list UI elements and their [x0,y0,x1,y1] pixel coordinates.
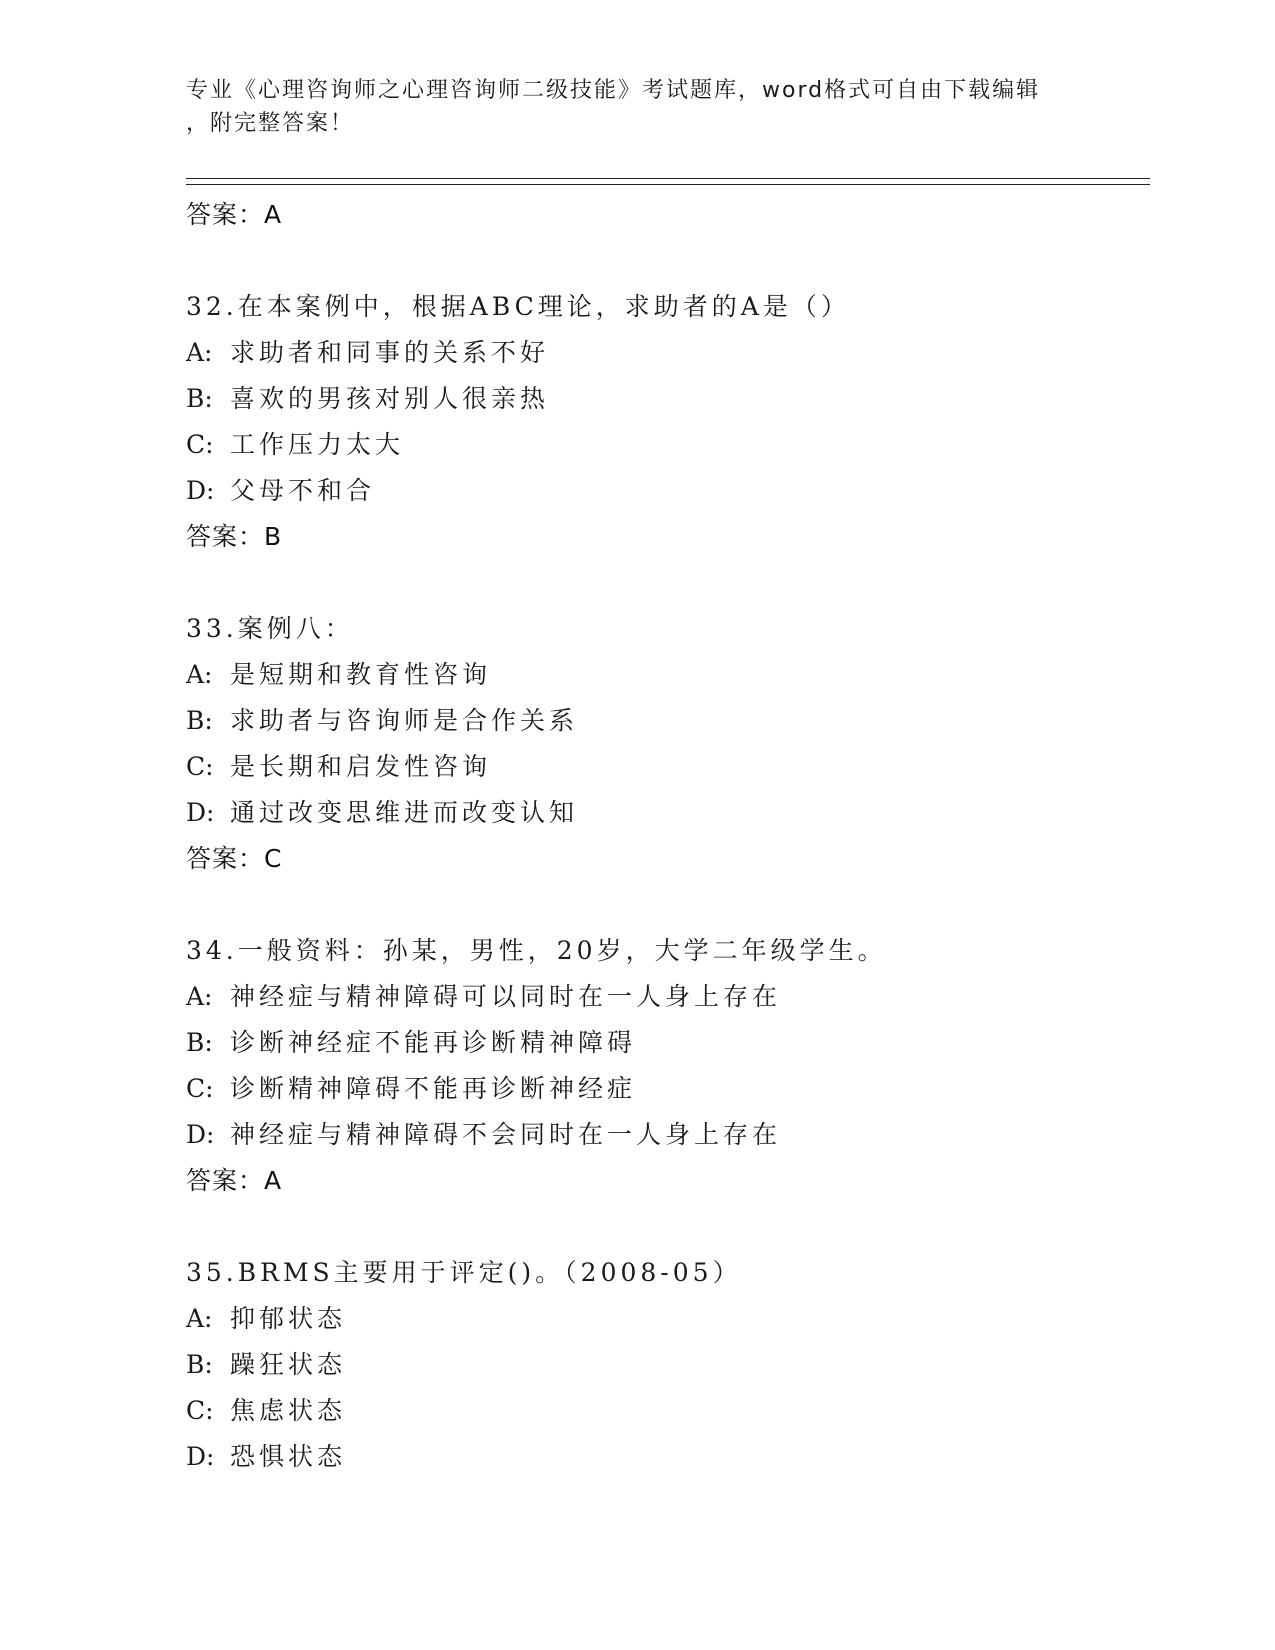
option-letter: B: [186,706,213,735]
option-c [186,422,1146,468]
option-b [186,698,1146,744]
option-text: 是短期和教育性咨询 [230,660,492,689]
option-a [186,974,1146,1020]
question-block [186,606,1146,882]
option-b [186,1342,1146,1388]
option-text: 诊断神经症不能再诊断精神障碍 [230,1028,637,1057]
question-text: 33.案例八： [186,614,354,643]
option-d [186,1112,1146,1158]
option-letter: C: [186,752,214,781]
question-block [186,928,1146,1204]
answer-line: 答案：B [186,522,283,551]
header-divider-bottom [186,184,1150,185]
option-letter: D: [186,798,215,827]
option-letter: D: [186,1120,215,1149]
option-a [186,1296,1146,1342]
answer-line: 答案：A [186,1166,283,1195]
answer-line: 答案：A [186,200,283,229]
question-text: 34.一般资料：孙某，男性，20岁，大学二年级学生。 [186,936,887,965]
header-line-1: 专业《心理咨询师之心理咨询师二级技能》考试题库，word格式可自由下载编辑 [186,78,1041,103]
question-list [186,192,1146,1480]
question-text: 35.BRMS主要用于评定()。（2008-05） [186,1258,742,1287]
option-text: 抑郁状态 [230,1304,347,1333]
option-letter: A: [186,660,213,689]
option-letter: B: [186,1028,213,1057]
option-letter: A: [186,1304,213,1333]
option-letter: B: [186,1350,213,1379]
option-letter: D: [186,1442,215,1471]
option-b [186,1020,1146,1066]
option-text: 诊断精神障碍不能再诊断神经症 [230,1074,637,1103]
question-text: 32.在本案例中，根据ABC理论，求助者的A是（） [186,292,850,321]
option-text: 是长期和启发性咨询 [230,752,492,781]
option-c [186,744,1146,790]
option-d [186,468,1146,514]
option-b [186,376,1146,422]
option-letter: C: [186,1396,214,1425]
answer-line: 答案：C [186,844,283,873]
option-text: 焦虑状态 [230,1396,347,1425]
option-text: 神经症与精神障碍不会同时在一人身上存在 [230,1120,782,1149]
option-letter: C: [186,430,214,459]
option-text: 求助者和同事的关系不好 [230,338,550,367]
option-letter: A: [186,982,213,1011]
option-a [186,652,1146,698]
question-block [186,1250,1146,1480]
option-text: 父母不和合 [230,476,376,505]
header-line-2: ，附完整答案！ [186,111,355,136]
option-d [186,1434,1146,1480]
option-text: 神经症与精神障碍可以同时在一人身上存在 [230,982,782,1011]
document-header [186,74,1076,140]
option-text: 工作压力太大 [230,430,405,459]
question-block [186,284,1146,560]
header-divider-top [186,178,1150,179]
option-letter: C: [186,1074,214,1103]
option-d [186,790,1146,836]
option-text: 通过改变思维进而改变认知 [230,798,579,827]
option-c [186,1066,1146,1112]
option-letter: D: [186,476,215,505]
option-c [186,1388,1146,1434]
option-text: 喜欢的男孩对别人很亲热 [230,384,550,413]
option-text: 求助者与咨询师是合作关系 [230,706,579,735]
option-letter: B: [186,384,213,413]
option-letter: A: [186,338,213,367]
option-a [186,330,1146,376]
option-text: 恐惧状态 [230,1442,347,1471]
option-text: 躁狂状态 [230,1350,347,1379]
